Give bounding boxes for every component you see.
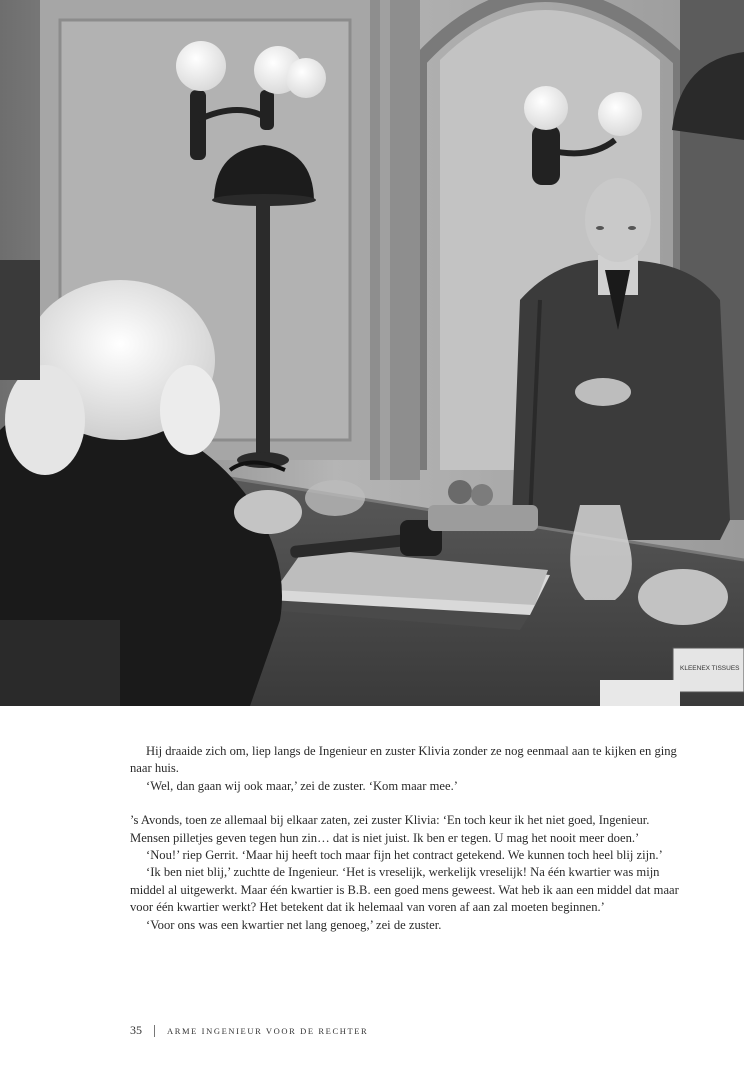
paragraph: ‘Nou!’ riep Gerrit. ‘Maar hij heeft toch maar fijn het contract getekend. We kunnen toch heel blij zijn.’ [146,848,663,863]
lamp-globe [598,92,642,136]
paragraph: ‘Wel, dan gaan wij ook maar,’ zei de zuster. ‘Kom maar mee.’ [146,778,458,793]
pillar [370,0,420,480]
lamp-globe [286,58,326,98]
water-jug [570,505,632,600]
body-text [130,743,690,934]
page-number: 35 [130,1023,142,1037]
paragraph: ’s Avonds, toen ze allemaal bij elkaar zaten, zei zuster Klivia: ‘En toch keur ik het niet goed, Ingenieur. Mensen pilletjes geven tegen hun zin… dat is niet juist. Ik ben er tegen. U mag het nooit meer doen.’ [130,813,650,845]
judge-chair [0,620,120,706]
footer-divider [154,1025,155,1037]
running-head: ARME INGENIEUR VOOR DE RECHTER [167,1025,369,1036]
glass-bowl [638,569,728,625]
lamp-globe [524,86,568,130]
paragraph: ‘Ik ben niet blij,’ zuchtte de Ingenieur. ‘Het is vreselijk, werkelijk vreselijk! Na één kwartier was mijn middel al uitgewerkt. Maar één kwartier is B.B. een goed mens geweest. Wat heb ik aan een middel dat maar voor één kwartier werkt? Het betekent dat ik helemaal van voren af aan zal moeten beginnen.’ [130,865,679,915]
paragraph: Hij draaide zich om, liep langs de Ingenieur en zuster Klivia zonder ze nog eenmaal aan te kijken en ging naar huis. [130,744,677,776]
tissue-box [673,648,744,692]
paragraph: ‘Voor ons was een kwartier net lang genoeg,’ zei de zuster. [146,917,442,932]
page-footer [130,1023,368,1038]
lamp-globe [176,41,226,91]
tissue-box-label: KLEENEX TISSUES [680,665,740,672]
man-head [585,178,651,262]
